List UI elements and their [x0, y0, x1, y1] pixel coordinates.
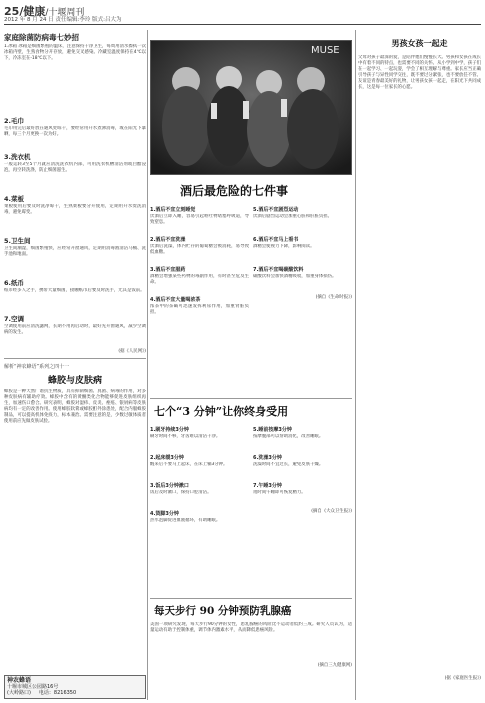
- left-source: (据《人民网》): [118, 349, 146, 354]
- item-title: 4.酒后不宜大量喝浓茶: [150, 297, 201, 303]
- item-body: 酒精会增强某些药物的毒副作用，有时甚至危及生命。: [150, 274, 249, 286]
- item-body: 醒来后不要马上起床，在床上躺3分钟。: [150, 461, 228, 467]
- middle-column: [150, 178, 352, 698]
- item-body: 刷牙时间不够，牙齿难以清洁干净。: [150, 433, 221, 439]
- left-s4-title: 4.菜板: [4, 195, 24, 203]
- right-source: (据《家庭医生报》): [444, 676, 481, 681]
- left-s3: 一般运转3至5个月就应清洗洗衣机内部，可用洗衣机槽清洁剂或白醋浸泡，再空转洗涤，防止细菌滋生。: [4, 162, 146, 174]
- item-body: 饮酒后剧烈运动会加重心脏和肝脏负担。: [253, 214, 333, 219]
- left-s4: 菜板使用后要及时洗净晾干，生熟菜板要分开使用，定期用开水烫洗消毒，避免霉变。: [4, 204, 146, 216]
- left-s5: 卫生间潮湿，细菌繁殖快，应经常开窗通风，定期用消毒液清洁马桶、洗手池和地面。: [4, 246, 146, 258]
- item-title: 4.烫脚3分钟: [150, 510, 179, 517]
- right-body: 父母对孩子最深的爱，是陪伴他们慢慢长大。男孩和女孩在成长中有着不同的特点，也需要不同的关怀。从小学到中学，孩子们在一起学习、一起玩耍，学会了相互理解与尊重。家长应当正确引导孩子与异性同学交往，既不要过分紧张，也不要放任不管。友谊是青春最美好的礼物，让男孩女孩一起走，在阳光下共同成长，这是每一位家长的心愿。: [358, 55, 481, 91]
- item-title: 7.午睡3分钟: [253, 482, 282, 489]
- item-body: 饭后及时漱口，保持口腔清洁。: [150, 489, 212, 495]
- item-body: 饮酒后洗澡，体内贮存的葡萄糖会被消耗，易导致低血糖。: [150, 244, 249, 256]
- mid-source3: (摘自三九健康网): [317, 662, 352, 668]
- item-body: 酒精会使视力下降，影响阅读。: [253, 244, 315, 249]
- item-body: 碳酸饮料会加快酒精吸收，加重身体损伤。: [253, 274, 337, 279]
- ad-logo: 神农蜂语: [7, 677, 32, 684]
- left-s8-title: 蜂胶与皮肤病: [47, 375, 102, 386]
- left-s6-title: 6.纸币: [4, 279, 24, 287]
- page-number: 25/健康/十堰周刊: [4, 5, 85, 18]
- party-photo: [150, 40, 352, 175]
- dateline: 2012 年 8 月 24 日 责任编辑:李玲 版式:吕大为: [4, 17, 122, 23]
- svg-text:MUSE: MUSE: [311, 45, 340, 56]
- item-title: 2.起床缓3分钟: [150, 454, 184, 461]
- left-s2-title: 2.毛巾: [4, 117, 24, 125]
- ad-address: 十堰市城区公园路16号: [7, 684, 59, 690]
- mid-source2: (摘自《大众卫生报》): [311, 508, 352, 514]
- left-s5-title: 5.卫生间: [4, 237, 31, 245]
- series-header: 解析“神农蜂语”系列之四十一: [4, 363, 70, 370]
- item-title: 6.酒后不宜马上看书: [253, 237, 299, 243]
- item-body: 按摩腹部可以帮助消化，改善睡眠。: [253, 433, 324, 439]
- mid-s3: 美国一项研究发现，每天步行90分钟的女性，患乳腺癌的风险比不运动者低约三成。研究人员认为，适量运动有助于控制体重，调节体内激素水平，从而降低患癌风险。: [150, 621, 352, 633]
- item-title: 2.酒后不宜洗澡: [150, 237, 186, 243]
- left-column: [4, 30, 146, 670]
- page-header: [4, 3, 481, 25]
- item-title: 5.酒后不宜剧烈运动: [253, 207, 299, 213]
- item-body: 浓茶中的茶碱可迅速发挥利尿作用，加重肾脏负担。: [150, 304, 249, 316]
- item-body: 洗澡时间不宜过长，避免皮肤干燥。: [253, 461, 324, 467]
- ad-phone: 电话：8216350: [38, 690, 77, 696]
- left-s7: 空调使用前应清洗滤网，长期不用再启动时，最好先开窗通风，减少空调病的发生。: [4, 324, 146, 336]
- left-title: 家庭除菌防病毒七妙招: [4, 33, 79, 42]
- mid-title2: 七个“3 分钟”让你终身受用: [154, 404, 289, 418]
- mid-title: 酒后最危险的七件事: [180, 184, 289, 198]
- item-title: 6.洗澡3分钟: [253, 454, 282, 461]
- item-title: 1.刷牙持续3分钟: [150, 426, 189, 433]
- left-s2: 毛巾用完后最好放在通风处晾干，要经常用开水煮沸消毒，或在阳光下暴晒，每三个月更换一次为好。: [4, 126, 146, 138]
- right-column: [358, 36, 481, 696]
- right-title: 男孩女孩一起走: [391, 38, 448, 48]
- left-s6: 纸币经多人之手，携带大量细菌，接触纸币后要及时洗手，尤其是饭前。: [4, 288, 145, 293]
- left-intro: 1.冰箱 冰箱是细菌繁殖的温床，注意保持干净卫生，每周用清水擦拭一次冰箱内壁，生熟食物分开存放，避免交叉感染。冷藏室温度保持在4℃以下，冷冻室在-18℃以下。: [4, 44, 146, 62]
- left-s7-title: 7.空调: [4, 315, 24, 323]
- item-body: 饮酒后立即入睡，容易引起呕吐物堵塞呼吸道，导致窒息。: [150, 214, 249, 226]
- item-title: 3.酒后不宜服药: [150, 267, 186, 273]
- left-s3-title: 3.洗衣机: [4, 153, 31, 161]
- item-title: 3.饭后3分钟漱口: [150, 482, 189, 489]
- left-s8: 蜂胶是一种天然广谱抗生物质，具有抑制细菌、真菌、病毒的作用，对多种皮肤病有辅助疗效。蜂胶中含有的黄酮类化合物能够促进皮肤组织再生，加速伤口愈合。研究表明，蜂胶对湿疹、皮炎、痤疮、银屑病等皮肤病均有一定的改善作用。使用蜂胶软膏或蜂胶酊外涂患处，配合内服蜂胶制品，可以提高机体免疫力，标本兼治。需要注意的是，少数过敏体质者使用前应先做皮肤试验。: [4, 388, 146, 425]
- item-body: 热水泡脚促进血液循环，有助睡眠。: [150, 517, 221, 523]
- item-title: 5.睡前按摩3分钟: [253, 426, 292, 433]
- item-title: 1.酒后不宜立刻睡觉: [150, 207, 196, 213]
- mid-source: (摘自《生命时报》): [315, 295, 352, 300]
- ad-address2: (大岭路口): [7, 690, 31, 696]
- advert-box: [4, 675, 146, 699]
- item-title: 7.酒后不宜喝碳酸饮料: [253, 267, 304, 273]
- mid-title3: 每天步行 90 分钟预防乳腺癌: [154, 604, 292, 617]
- item-body: 短时间午睡即可恢复精力。: [253, 489, 306, 495]
